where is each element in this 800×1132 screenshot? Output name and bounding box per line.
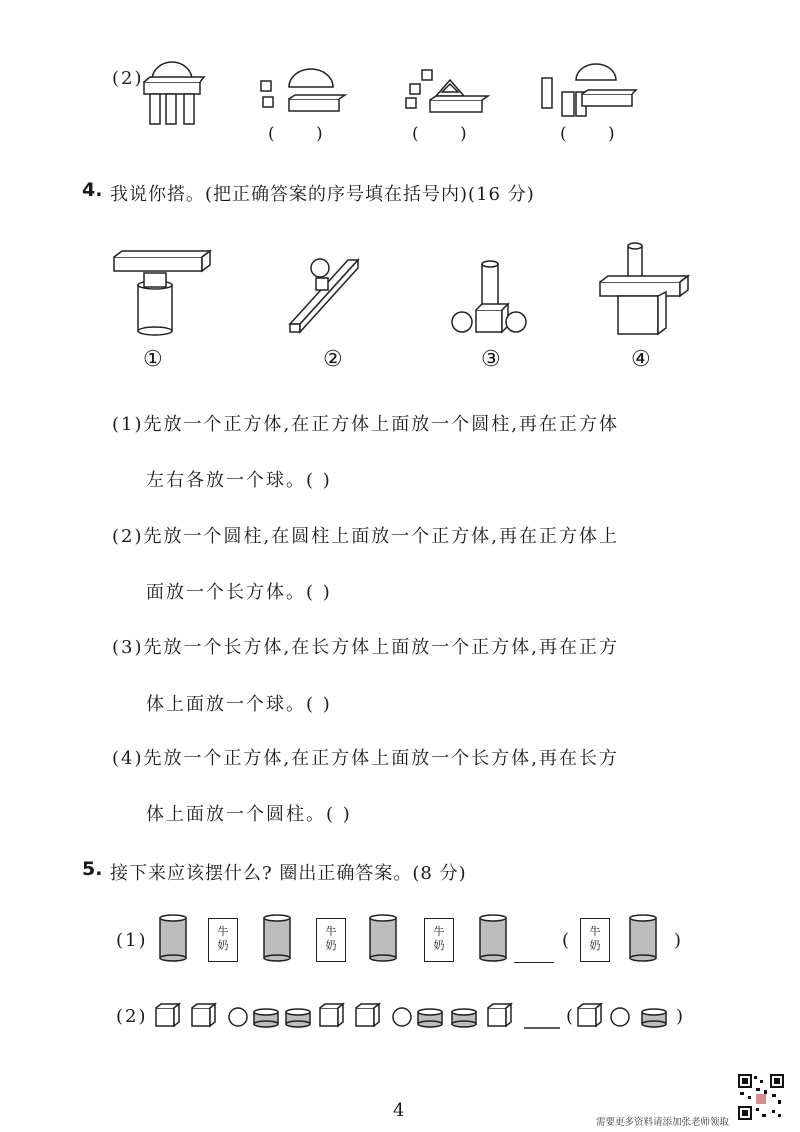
cup-cylinder-choice[interactable] [628,914,660,964]
q5-sub2-label: (2) [116,1006,148,1027]
q5-number: 5. [82,858,103,880]
q3-option-c-figure [538,62,638,122]
milk-box-text: 牛 [217,925,229,938]
q4-figure-label-2: ② [323,347,343,372]
q3-option-b-figure [400,66,490,121]
cup-cylinder [262,914,294,964]
disc-shape [286,1009,310,1027]
milk-box-text: 奶 [217,939,229,952]
cup-cylinder [158,914,190,964]
q3-target-figure [140,58,210,128]
milk-box-choice[interactable] [580,918,610,962]
q5-title: 接下来应该摆什么? 圈出正确答案。(8 分) [110,863,467,884]
ball-shape [393,1008,411,1026]
milk-box [208,918,238,962]
q4-item-1-line2[interactable]: 左右各放一个球。( ) [146,470,332,491]
q4-item-2-line1: (2)先放一个圆柱,在圆柱上面放一个正方体,再在正方体上 [112,526,619,547]
cube-shape [488,1004,511,1026]
q4-number: 4. [82,179,103,201]
answer-blank-line[interactable] [514,962,554,963]
disc-shape [254,1009,278,1027]
cube-shape [320,1004,343,1026]
q4-item-1-line1: (1)先放一个正方体,在正方体上面放一个圆柱,再在正方体 [112,414,619,435]
qr-code-icon [738,1074,784,1120]
cup-cylinder [478,914,510,964]
ball-shape [229,1008,247,1026]
disc-shape [452,1009,476,1027]
q4-item-2-line2[interactable]: 面放一个长方体。( ) [146,582,332,603]
q5-sub2-sequence [154,1002,674,1032]
milk-box-text: 奶 [589,939,601,952]
footer-note: 需要更多资料请添加张老师领取 [596,1117,730,1128]
q4-figure-label-1: ① [143,347,163,372]
q4-figure-2 [286,246,366,336]
cube-shape-choice [578,1004,601,1026]
cube-shape [356,1004,379,1026]
q4-item-4-line2[interactable]: 体上面放一个圆柱。( ) [146,804,352,825]
milk-box-text: 牛 [589,925,601,938]
q4-figure-3 [446,258,536,338]
q4-item-4-line1: (4)先放一个正方体,在正方体上面放一个长方体,再在长方 [112,748,619,769]
q4-figure-label-4: ④ [631,347,651,372]
q3-option-c-paren[interactable]: ( ) [560,124,633,144]
milk-box [424,918,454,962]
cube-shape [192,1004,215,1026]
q5-sub1-label: (1) [116,930,148,951]
milk-box-text: 牛 [433,925,445,938]
milk-box [316,918,346,962]
disc-shape [418,1009,442,1027]
q3-sub2-label: (2) [112,68,144,89]
q5-sub1-close-paren: ) [674,930,684,951]
q3-option-b-paren[interactable]: ( ) [412,124,485,144]
cup-cylinder [368,914,400,964]
q4-item-3-line2[interactable]: 体上面放一个球。( ) [146,694,332,715]
ball-shape-choice [611,1008,629,1026]
q5-sub2-open-paren: ( [566,1006,576,1027]
q4-item-3-line1: (3)先放一个长方体,在长方体上面放一个正方体,再在正方 [112,637,619,658]
q5-sub1-open-paren: ( [562,930,572,951]
q3-option-a-paren[interactable]: ( ) [268,124,341,144]
milk-box-text: 奶 [433,939,445,952]
q4-figure-1 [112,245,212,340]
q3-option-a-figure [255,65,345,120]
q5-sub2-close-paren: ) [676,1006,686,1027]
cube-shape [156,1004,179,1026]
q4-figure-4 [596,240,696,340]
q4-title: 我说你搭。(把正确答案的序号填在括号内)(16 分) [110,184,535,205]
milk-box-text: 牛 [325,925,337,938]
disc-shape-choice [642,1009,666,1027]
page-number: 4 [393,1100,405,1121]
milk-box-text: 奶 [325,939,337,952]
q4-figure-label-3: ③ [481,347,501,372]
